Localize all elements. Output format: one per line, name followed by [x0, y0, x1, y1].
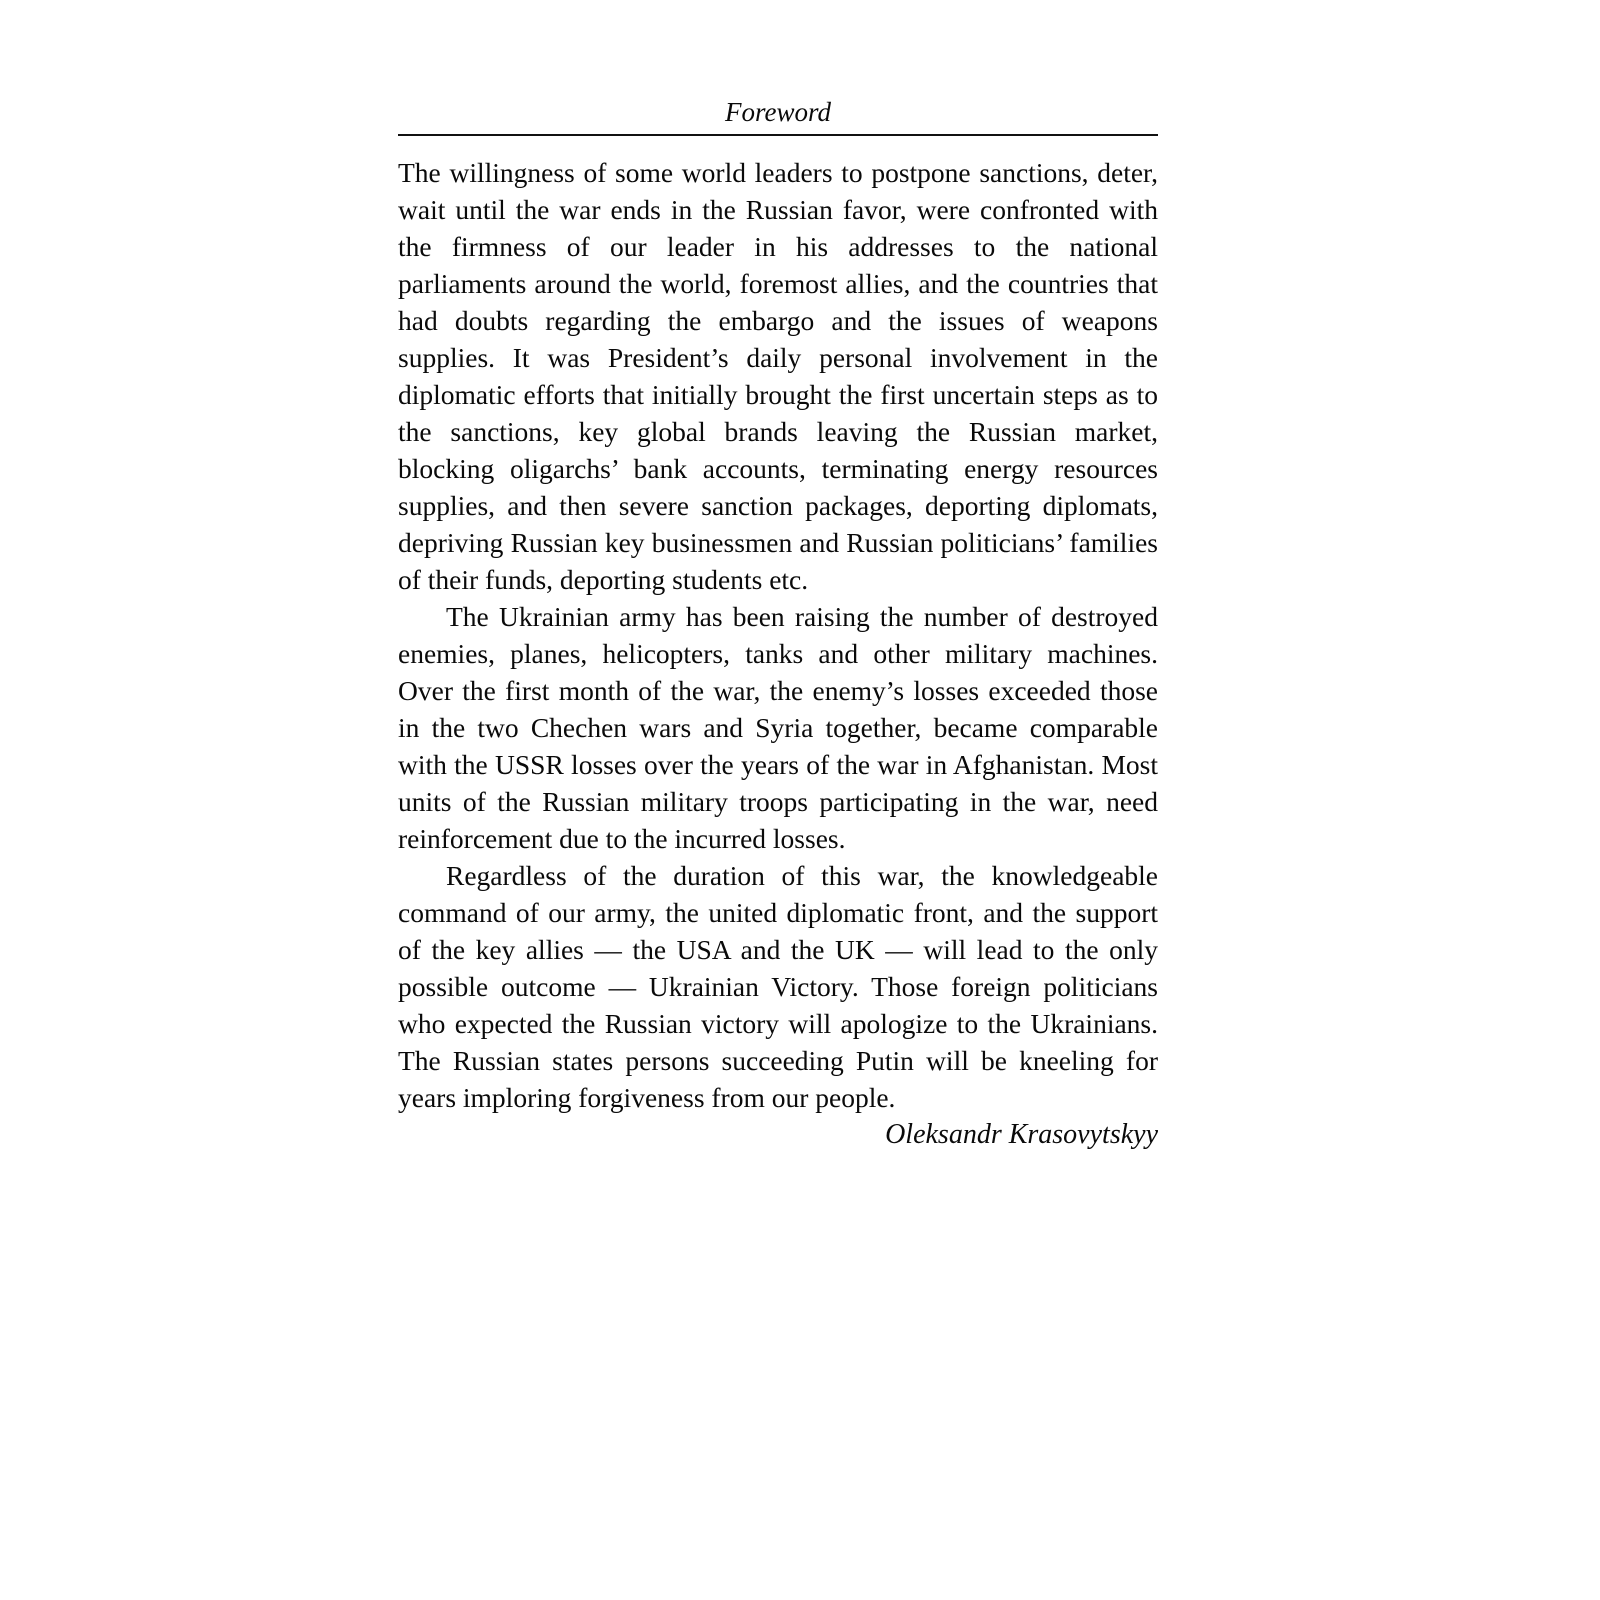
- author-signature: Oleksandr Krasovytskyy: [885, 1119, 1158, 1150]
- paragraph: The Ukrainian army has been raising the number of destroyed enemies, planes, helicopters, tanks and other military machines. Over the first month of the war, the enemy’s losses exceeded those in the two Chechen wars and Syria together, became comparable with the USSR losses over the years of the war in Afghanistan. Most units of the Russian military troops participating in the war, need reinforcement due to the incurred losses.: [398, 601, 1158, 854]
- header-rule: [398, 134, 1158, 136]
- text-column: [398, 96, 1158, 1153]
- paragraph: The willingness of some world leaders to postpone sanctions, deter, wait until the war ends in the Russian favor, were confronted with the firmness of our leader in his addresses to the national parliaments around the world, foremost allies, and the countries that had doubts regarding the embargo and the issues of weapons supplies. It was President’s daily personal involvement in the diplomatic efforts that initially brought the first uncertain steps as to the sanctions, key global brands leaving the Russian market, blocking oligarchs’ bank accounts, terminating energy resources supplies, and then severe sanction packages, deporting diplomats, depriving Russian key businessmen and Russian politicians’ families of their funds, deporting students etc.: [398, 157, 1158, 595]
- paragraph: Regardless of the duration of this war, the knowledgeable command of our army, the united diplomatic front, and the support of the key allies — the USA and the UK — will lead to the only possible outcome — Ukrainian Victory. Those foreign politicians who expected the Russian victory will apologize to the Ukrainians. The Russian states persons succeeding Putin will be kneeling for years imploring forgiveness from our people.: [398, 860, 1158, 1113]
- running-head-title: Foreword: [725, 97, 831, 127]
